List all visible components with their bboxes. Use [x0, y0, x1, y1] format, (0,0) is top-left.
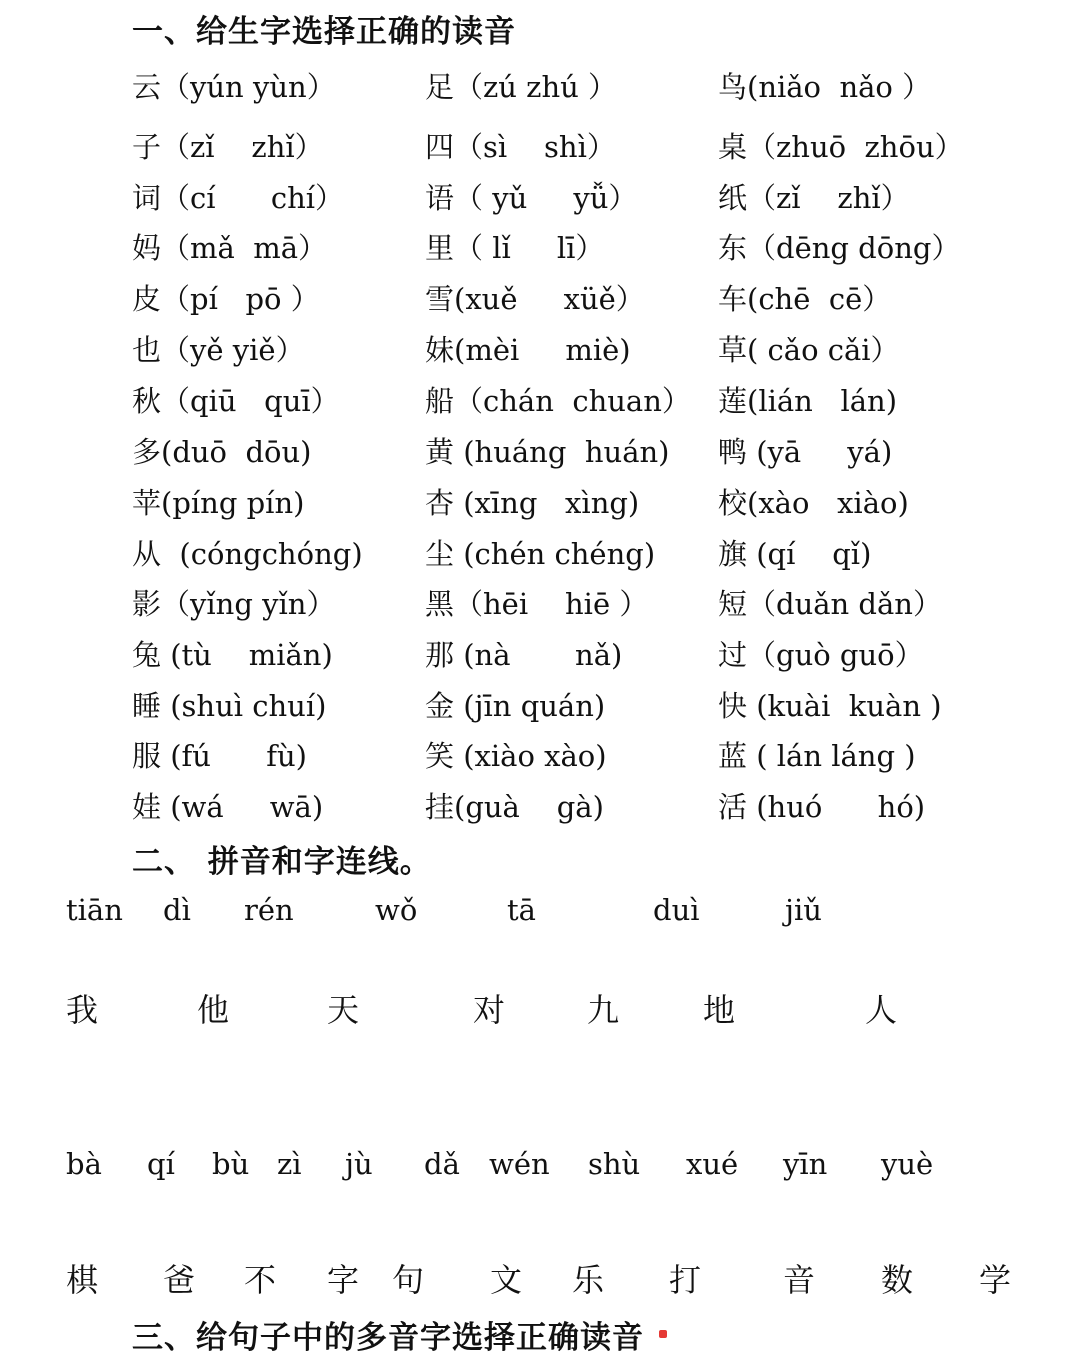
- pinyin-label: shù: [588, 1147, 641, 1181]
- reading-item: 过（guò guō）: [718, 638, 924, 672]
- hanzi-label: 文: [490, 1261, 523, 1299]
- reading-row: [0, 783, 1080, 831]
- reading-item: 旗 (qí qǐ): [718, 537, 872, 571]
- hanzi-label: 九: [587, 991, 620, 1029]
- reading-item: 服 (fú fù): [132, 739, 307, 773]
- pinyin-label: yīn: [783, 1147, 828, 1181]
- hanzi-label: 不: [244, 1261, 277, 1299]
- section3-title: 三、给句子中的多音字选择正确读音: [132, 1320, 644, 1356]
- hanzi-label: 学: [979, 1261, 1012, 1299]
- reading-row: [0, 174, 1080, 222]
- reading-item: 苹(píng pín): [132, 486, 305, 520]
- pinyin-label: rén: [244, 893, 294, 927]
- reading-row: [0, 224, 1080, 272]
- reading-item: 词（cí chí）: [132, 181, 345, 215]
- reading-item: 杏 (xīng xìng): [425, 486, 640, 520]
- reading-row: [0, 479, 1080, 527]
- reading-item: 校(xào xiào): [718, 486, 909, 520]
- reading-item: 皮（pí pō ）: [132, 282, 320, 316]
- reading-row: [0, 123, 1080, 171]
- hanzi-label: 他: [197, 991, 230, 1029]
- reading-item: 影（yǐng yǐn）: [132, 587, 336, 621]
- reading-item: 笑 (xiào xào): [425, 739, 607, 773]
- reading-row: [0, 63, 1080, 111]
- reading-item: 四（sì shì）: [425, 130, 616, 164]
- reading-item: 黄 (huáng huán): [425, 435, 670, 469]
- reading-item: 挂(guà gà): [425, 790, 604, 824]
- reading-item: 里（ lǐ lī）: [425, 231, 605, 265]
- pinyin-label: tiān: [66, 893, 123, 927]
- reading-item: 黑（hēi hiē ）: [425, 587, 649, 621]
- reading-item: 莲(lián lán): [718, 384, 898, 418]
- reading-item: 兔 (tù miǎn): [132, 638, 333, 672]
- reading-item: 车(chē cē）: [718, 282, 892, 316]
- reading-item: 多(duō dōu): [132, 435, 312, 469]
- pinyin-label: yuè: [881, 1147, 934, 1181]
- pinyin-label: jù: [345, 1147, 373, 1181]
- reading-item: 从 (cóngchóng): [132, 537, 363, 571]
- reading-item: 也（yě yiě）: [132, 333, 305, 367]
- hanzi-label: 爸: [163, 1261, 196, 1299]
- reading-row: [0, 428, 1080, 476]
- hanzi-label: 人: [865, 991, 898, 1029]
- reading-item: 鸟(niǎo nǎo ）: [718, 70, 932, 104]
- reading-item: 活 (huó hó): [718, 790, 926, 824]
- hanzi-label: 我: [66, 991, 99, 1029]
- reading-item: 雪(xuě xüě）: [425, 282, 645, 316]
- pinyin-label: duì: [653, 893, 700, 927]
- pinyin-label: xué: [686, 1147, 739, 1181]
- reading-item: 金 (jīn quán): [425, 689, 606, 723]
- reading-item: 秋（qiū quī）: [132, 384, 340, 418]
- reading-item: 妈（mǎ mā）: [132, 231, 328, 265]
- reading-item: 纸（zǐ zhǐ）: [718, 181, 910, 215]
- section1-title: 一、给生字选择正确的读音: [132, 14, 516, 50]
- reading-row: [0, 580, 1080, 628]
- reading-row: [0, 732, 1080, 780]
- reading-item: 短（duǎn dǎn）: [718, 587, 942, 621]
- section2-title: 二、 拼音和字连线。: [132, 844, 432, 880]
- reading-item: 妹(mèi miè): [425, 333, 631, 367]
- pinyin-label: zì: [277, 1147, 302, 1181]
- reading-item: 船（chán chuan）: [425, 384, 691, 418]
- reading-item: 语（ yǔ yǚ）: [425, 181, 638, 215]
- reading-row: [0, 631, 1080, 679]
- pinyin-label: bù: [212, 1147, 250, 1181]
- pinyin-label: bà: [66, 1147, 102, 1181]
- reading-row: [0, 377, 1080, 425]
- reading-row: [0, 530, 1080, 578]
- reading-item: 草( cǎo cǎi）: [718, 333, 900, 367]
- pinyin-label: qí: [147, 1147, 175, 1181]
- pinyin-label: wǒ: [375, 893, 418, 927]
- reading-item: 娃 (wá wā): [132, 790, 324, 824]
- reading-row: [0, 326, 1080, 374]
- pinyin-label: wén: [489, 1147, 550, 1181]
- reading-item: 子（zǐ zhǐ）: [132, 130, 324, 164]
- hanzi-label: 对: [473, 991, 506, 1029]
- reading-item: 睡 (shuì chuí): [132, 689, 327, 723]
- hanzi-label: 棋: [66, 1261, 99, 1299]
- hanzi-label: 打: [669, 1261, 702, 1299]
- pinyin-label: dǎ: [424, 1147, 460, 1181]
- reading-item: 那 (nà nǎ): [425, 638, 623, 672]
- reading-item: 鸭 (yā yá): [718, 435, 893, 469]
- hanzi-label: 乐: [572, 1261, 605, 1299]
- reading-item: 桌（zhuō zhōu）: [718, 130, 964, 164]
- hanzi-label: 句: [392, 1261, 425, 1299]
- pinyin-label: tā: [507, 893, 536, 927]
- pinyin-label: jiǔ: [785, 893, 822, 927]
- hanzi-label: 数: [881, 1261, 914, 1299]
- reading-item: 云（yún yùn）: [132, 70, 336, 104]
- hanzi-label: 地: [703, 991, 736, 1029]
- reading-item: 东（dēng dōng）: [718, 231, 961, 265]
- reading-item: 尘 (chén chéng): [425, 537, 656, 571]
- reading-row: [0, 275, 1080, 323]
- reading-row: [0, 682, 1080, 730]
- reading-item: 蓝 ( lán láng ): [718, 739, 916, 773]
- pinyin-label: dì: [163, 893, 191, 927]
- reading-item: 快 (kuài kuàn ): [718, 689, 942, 723]
- hanzi-label: 天: [327, 991, 360, 1029]
- hanzi-label: 字: [327, 1261, 360, 1299]
- reading-item: 足（zú zhú ）: [425, 70, 618, 104]
- hanzi-label: 音: [783, 1261, 816, 1299]
- red-mark: [659, 1330, 667, 1338]
